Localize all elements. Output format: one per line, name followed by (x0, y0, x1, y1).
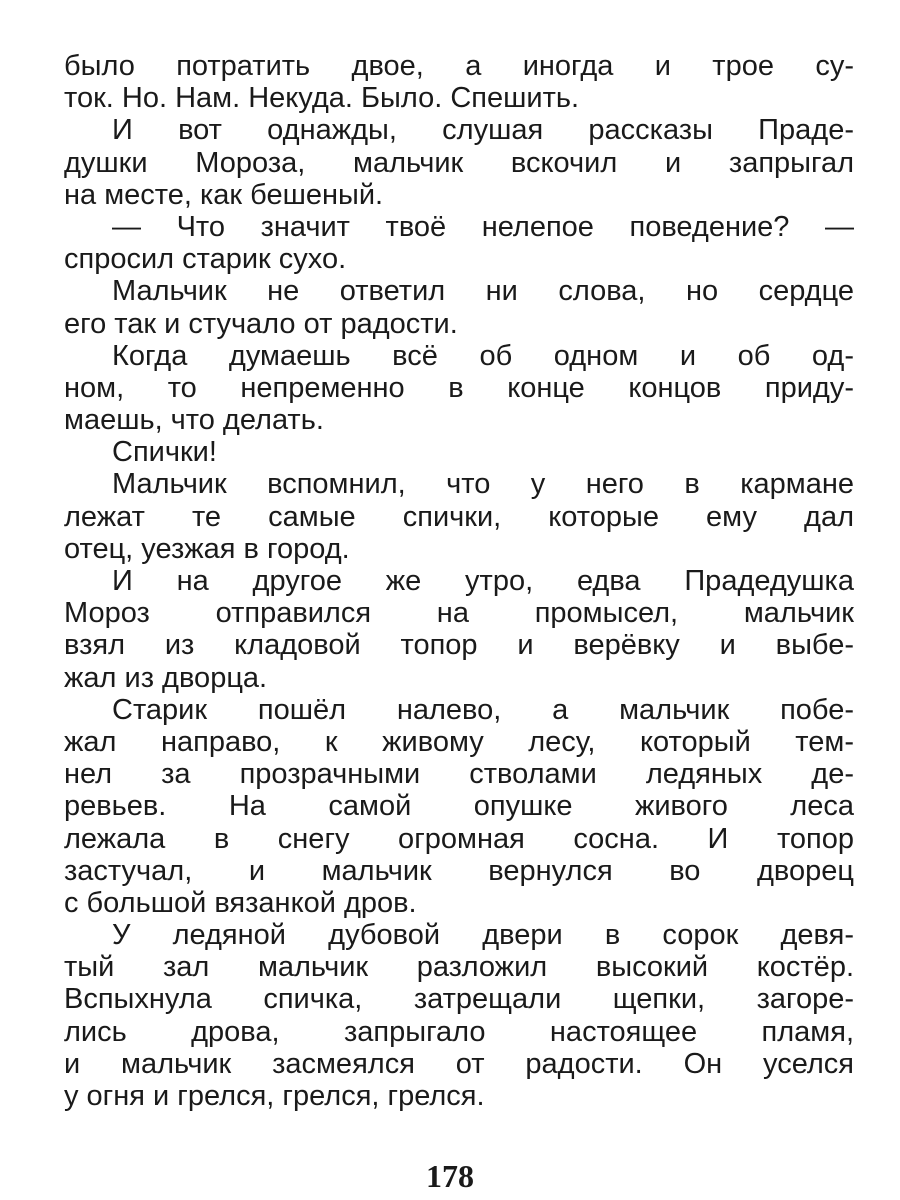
text-line: Мороз отправился на промысел, мальчик (64, 597, 854, 630)
text-line: Вспыхнула спичка, затрещали щепки, загоре- (64, 983, 854, 1016)
text-line: нел за прозрачными стволами ледяных де- (64, 758, 854, 791)
text-line: Старик пошёл налево, а мальчик побе- (112, 693, 854, 726)
text-line: лежала в снегу огромная сосна. И топор (64, 822, 854, 855)
text-line: отец, уезжая в город. (64, 532, 350, 565)
text-line: Спички! (112, 436, 217, 469)
text-line: у огня и грелся, грелся, грелся. (64, 1080, 485, 1112)
text-line: ном, то непременно в конце концов приду- (64, 371, 854, 404)
text-line: жал направо, к живому лесу, который тем- (64, 725, 854, 758)
text-line: его так и стучало от радости. (64, 307, 458, 340)
text-line: и мальчик засмеялся от радости. Он уселся (64, 1047, 854, 1080)
text-line: — Что значит твоё нелепое поведение? — (112, 210, 854, 243)
text-line: Мальчик вспомнил, что у него в кармане (112, 468, 854, 501)
text-line: жал из дворца. (64, 661, 268, 694)
text-line: Мальчик не ответил ни слова, но сердце (112, 275, 854, 308)
text-line: спросил старик сухо. (64, 243, 347, 276)
text-line: застучал, и мальчик вернулся во дворец (64, 854, 854, 887)
text-line: У ледяной дубовой двери в сорок девя- (112, 919, 854, 952)
text-line: на месте, как бешеный. (64, 178, 384, 211)
text-line: лежат те самые спички, которые ему дал (64, 500, 854, 533)
text-line: Когда думаешь всё об одном и об од- (112, 339, 854, 372)
text-line: маешь, что делать. (64, 404, 324, 437)
body-text (64, 50, 854, 1112)
text-line: лись дрова, запрыгало настоящее пламя, (64, 1015, 854, 1048)
text-line: душки Мороза, мальчик вскочил и запрыгал (64, 146, 854, 179)
text-line: было потратить двое, а иногда и трое су- (64, 50, 854, 82)
page-number: 178 (426, 1158, 474, 1194)
text-line: ревьев. На самой опушке живого леса (64, 790, 854, 823)
text-line: тый зал мальчик разложил высокий костёр. (64, 951, 854, 984)
text-line: взял из кладовой топор и верёвку и выбе- (64, 629, 854, 662)
text-line: И вот однажды, слушая рассказы Праде- (112, 114, 854, 147)
text-line: И на другое же утро, едва Прадедушка (112, 565, 854, 597)
text-line: с большой вязанкой дров. (64, 886, 417, 919)
text-line: ток. Но. Нам. Некуда. Было. Спешить. (64, 82, 580, 115)
